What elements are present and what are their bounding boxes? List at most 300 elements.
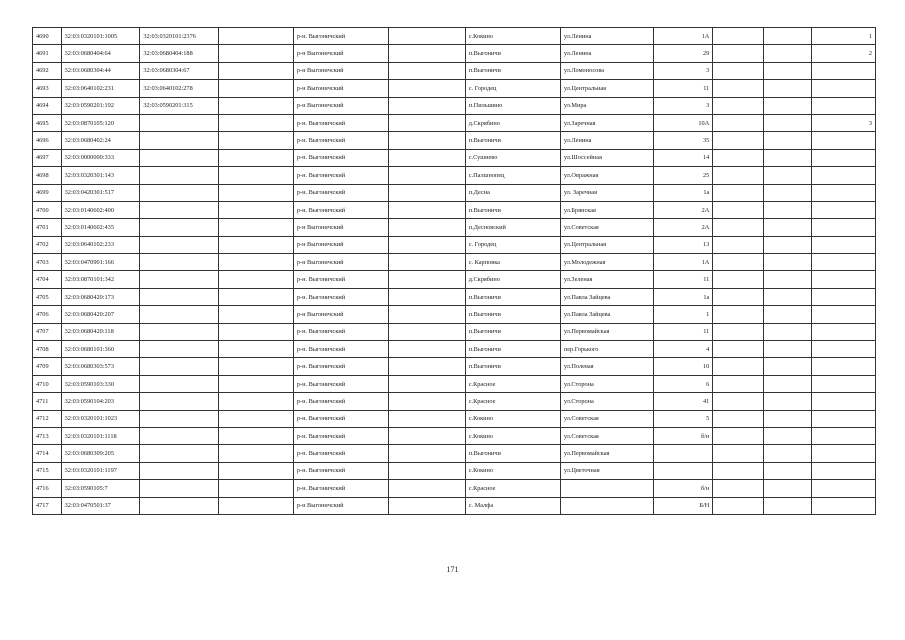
empty-cell	[388, 28, 465, 45]
row-number: 4713	[33, 427, 62, 444]
empty-cell	[219, 167, 294, 184]
table-row	[33, 80, 876, 97]
cadastral-number: 32:03:0320101:1197	[61, 462, 140, 479]
street: ул.Сторона	[560, 393, 653, 410]
empty-cell	[219, 45, 294, 62]
empty-cell	[764, 254, 812, 271]
house-number: 25	[653, 167, 712, 184]
cadastral-number-building: 32:03:0640102:278	[140, 80, 219, 97]
district: р-н Выгоничский	[293, 254, 388, 271]
empty-cell	[713, 62, 764, 79]
street: ул.Зеленая	[560, 271, 653, 288]
note-number	[812, 132, 876, 149]
cadastral-number: 32:03:0420301:517	[61, 184, 140, 201]
row-number: 4717	[33, 497, 62, 514]
empty-cell	[219, 236, 294, 253]
empty-cell	[388, 497, 465, 514]
empty-cell	[764, 375, 812, 392]
row-number: 4705	[33, 288, 62, 305]
registry-table	[32, 27, 876, 515]
street: ул.Центральная	[560, 80, 653, 97]
table-row	[33, 427, 876, 444]
empty-cell	[713, 393, 764, 410]
empty-cell	[713, 28, 764, 45]
house-number: 11	[653, 323, 712, 340]
row-number: 4694	[33, 97, 62, 114]
empty-cell	[713, 462, 764, 479]
settlement: с.Кокино	[465, 427, 560, 444]
row-number: 4697	[33, 149, 62, 166]
page-number: 171	[446, 565, 459, 574]
note-number: 1	[812, 28, 876, 45]
empty-cell	[219, 114, 294, 131]
house-number: 6	[653, 375, 712, 392]
row-number: 4712	[33, 410, 62, 427]
district: р-н. Выгоничский	[293, 114, 388, 131]
note-number	[812, 497, 876, 514]
empty-cell	[219, 62, 294, 79]
district: р-н. Выгоничский	[293, 445, 388, 462]
empty-cell	[219, 149, 294, 166]
empty-cell	[219, 358, 294, 375]
street: ул. Заречная	[560, 184, 653, 201]
table-row	[33, 410, 876, 427]
street: ул.Ленина	[560, 45, 653, 62]
street: ул.Первомайская	[560, 323, 653, 340]
note-number	[812, 358, 876, 375]
cadastral-number: 32:03:0470501:37	[61, 497, 140, 514]
note-number	[812, 201, 876, 218]
house-number: б/н	[653, 427, 712, 444]
row-number: 4693	[33, 80, 62, 97]
empty-cell	[388, 236, 465, 253]
empty-cell	[388, 132, 465, 149]
empty-cell	[219, 480, 294, 497]
settlement: п.Десновский	[465, 219, 560, 236]
street: ул.Цветочная	[560, 462, 653, 479]
cadastral-number: 32:03:0680420:118	[61, 323, 140, 340]
empty-cell	[764, 306, 812, 323]
row-number: 4709	[33, 358, 62, 375]
empty-cell	[219, 306, 294, 323]
cadastral-number: 32:03:0680420:173	[61, 288, 140, 305]
empty-cell	[219, 80, 294, 97]
empty-cell	[388, 80, 465, 97]
table-row	[33, 45, 876, 62]
settlement: с.Кокино	[465, 410, 560, 427]
district: р-н. Выгоничский	[293, 167, 388, 184]
district: р-н Выгоничский	[293, 45, 388, 62]
street: пер.Горького	[560, 341, 653, 358]
empty-cell	[713, 427, 764, 444]
empty-cell	[764, 323, 812, 340]
settlement: п.Выгоничи	[465, 288, 560, 305]
district: р-н. Выгоничский	[293, 323, 388, 340]
table-row	[33, 358, 876, 375]
empty-cell	[219, 97, 294, 114]
street: ул.Молодежная	[560, 254, 653, 271]
note-number	[812, 80, 876, 97]
cadastral-number-building: 32:03:0680304:67	[140, 62, 219, 79]
cadastral-number: 32:03:0680420:207	[61, 306, 140, 323]
empty-cell	[764, 167, 812, 184]
table-row	[33, 114, 876, 131]
row-number: 4707	[33, 323, 62, 340]
cadastral-number: 32:03:0640102:231	[61, 80, 140, 97]
cadastral-number: 32:03:0640102:233	[61, 236, 140, 253]
empty-cell	[713, 114, 764, 131]
cadastral-number-building	[140, 393, 219, 410]
empty-cell	[219, 410, 294, 427]
street: ул.Ленина	[560, 132, 653, 149]
house-number: 1а	[653, 288, 712, 305]
district: р-н. Выгоничский	[293, 28, 388, 45]
empty-cell	[764, 480, 812, 497]
cadastral-number-building	[140, 358, 219, 375]
table-row	[33, 132, 876, 149]
settlement: п.Десна	[465, 184, 560, 201]
house-number: 10А	[653, 114, 712, 131]
empty-cell	[713, 167, 764, 184]
cadastral-number: 32:03:0140602:400	[61, 201, 140, 218]
table-row	[33, 219, 876, 236]
house-number: 2А	[653, 219, 712, 236]
district: р-н. Выгоничский	[293, 341, 388, 358]
settlement: п.Выгоничи	[465, 62, 560, 79]
empty-cell	[764, 28, 812, 45]
street: ул.Павла Зайцева	[560, 288, 653, 305]
empty-cell	[764, 497, 812, 514]
street: ул.Брянская	[560, 201, 653, 218]
note-number	[812, 462, 876, 479]
house-number: 1а	[653, 184, 712, 201]
settlement: п.Выгоничи	[465, 45, 560, 62]
empty-cell	[388, 393, 465, 410]
cadastral-number-building	[140, 254, 219, 271]
row-number: 4692	[33, 62, 62, 79]
table-row	[33, 236, 876, 253]
cadastral-number-building: 32:03:0320101:2376	[140, 28, 219, 45]
table-row	[33, 462, 876, 479]
cadastral-number: 32:03:0140602:435	[61, 219, 140, 236]
cadastral-number-building	[140, 219, 219, 236]
empty-cell	[388, 410, 465, 427]
house-number: 13	[653, 236, 712, 253]
settlement: с.Красное	[465, 375, 560, 392]
empty-cell	[388, 358, 465, 375]
house-number	[653, 462, 712, 479]
street: ул.Советская	[560, 410, 653, 427]
empty-cell	[764, 184, 812, 201]
empty-cell	[219, 288, 294, 305]
house-number: 3	[653, 97, 712, 114]
note-number	[812, 184, 876, 201]
house-number: 1А	[653, 254, 712, 271]
empty-cell	[764, 219, 812, 236]
empty-cell	[713, 375, 764, 392]
street: ул.Овражная	[560, 167, 653, 184]
row-number: 4702	[33, 236, 62, 253]
street: ул.Мира	[560, 97, 653, 114]
row-number: 4700	[33, 201, 62, 218]
row-number: 4691	[33, 45, 62, 62]
cadastral-number-building	[140, 462, 219, 479]
cadastral-number: 32:03:0000000:333	[61, 149, 140, 166]
empty-cell	[219, 132, 294, 149]
empty-cell	[713, 97, 764, 114]
house-number: 4	[653, 341, 712, 358]
settlement: п.Выгоничи	[465, 323, 560, 340]
row-number: 4710	[33, 375, 62, 392]
house-number: 1А	[653, 28, 712, 45]
empty-cell	[764, 45, 812, 62]
empty-cell	[713, 80, 764, 97]
table-row	[33, 271, 876, 288]
note-number	[812, 254, 876, 271]
settlement: п.Выгоничи	[465, 445, 560, 462]
cadastral-number-building	[140, 497, 219, 514]
district: р-н. Выгоничский	[293, 132, 388, 149]
settlement: д.Скрябино	[465, 114, 560, 131]
empty-cell	[764, 80, 812, 97]
cadastral-number-building	[140, 445, 219, 462]
cadastral-number-building	[140, 323, 219, 340]
house-number: 3	[653, 62, 712, 79]
note-number	[812, 341, 876, 358]
row-number: 4701	[33, 219, 62, 236]
note-number: 2	[812, 45, 876, 62]
empty-cell	[713, 306, 764, 323]
empty-cell	[219, 201, 294, 218]
empty-cell	[764, 427, 812, 444]
empty-cell	[388, 219, 465, 236]
empty-cell	[713, 323, 764, 340]
empty-cell	[219, 271, 294, 288]
district: р-н. Выгоничский	[293, 393, 388, 410]
empty-cell	[219, 375, 294, 392]
house-number: 41	[653, 393, 712, 410]
street: ул.Полевая	[560, 358, 653, 375]
table-row	[33, 341, 876, 358]
street: ул.Павла Зайцева	[560, 306, 653, 323]
empty-cell	[388, 445, 465, 462]
table-row	[33, 480, 876, 497]
settlement: с.Сушнево	[465, 149, 560, 166]
settlement: п.Выгоничи	[465, 132, 560, 149]
table-row	[33, 149, 876, 166]
empty-cell	[388, 480, 465, 497]
district: р-н Выгоничский	[293, 219, 388, 236]
cadastral-number-building: 32:03:0590201:315	[140, 97, 219, 114]
cadastral-number: 32:03:0590104:203	[61, 393, 140, 410]
note-number	[812, 445, 876, 462]
empty-cell	[713, 445, 764, 462]
house-number: 29	[653, 45, 712, 62]
empty-cell	[388, 306, 465, 323]
empty-cell	[219, 462, 294, 479]
district: р-н Выгоничский	[293, 80, 388, 97]
cadastral-number-building	[140, 201, 219, 218]
empty-cell	[388, 201, 465, 218]
district: р-н Выгоничский	[293, 97, 388, 114]
cadastral-number: 32:03:0590201:192	[61, 97, 140, 114]
cadastral-number: 32:03:0680101:360	[61, 341, 140, 358]
street: ул.Центральная	[560, 236, 653, 253]
settlement: с. Малфа	[465, 497, 560, 514]
district: р-н. Выгоничский	[293, 427, 388, 444]
street	[560, 480, 653, 497]
district: р-н. Выгоничский	[293, 358, 388, 375]
house-number: 1	[653, 306, 712, 323]
empty-cell	[219, 445, 294, 462]
note-number	[812, 149, 876, 166]
cadastral-number: 32:03:0590105:7	[61, 480, 140, 497]
house-number: 10	[653, 358, 712, 375]
note-number	[812, 480, 876, 497]
street: ул.Советская	[560, 219, 653, 236]
table-row	[33, 62, 876, 79]
empty-cell	[219, 427, 294, 444]
cadastral-number: 32:03:0680304:44	[61, 62, 140, 79]
note-number: 3	[812, 114, 876, 131]
table-row	[33, 445, 876, 462]
row-number: 4711	[33, 393, 62, 410]
row-number: 4714	[33, 445, 62, 462]
empty-cell	[388, 427, 465, 444]
note-number	[812, 306, 876, 323]
settlement: с. Городец	[465, 80, 560, 97]
empty-cell	[764, 62, 812, 79]
district: р-н. Выгоничский	[293, 462, 388, 479]
table-row	[33, 254, 876, 271]
settlement: п.Выгоничи	[465, 358, 560, 375]
cadastral-number-building	[140, 167, 219, 184]
settlement: с. Городец	[465, 236, 560, 253]
row-number: 4695	[33, 114, 62, 131]
note-number	[812, 375, 876, 392]
note-number	[812, 62, 876, 79]
empty-cell	[764, 271, 812, 288]
empty-cell	[388, 462, 465, 479]
empty-cell	[713, 132, 764, 149]
note-number	[812, 410, 876, 427]
settlement: с.Кокино	[465, 28, 560, 45]
house-number: 35	[653, 132, 712, 149]
cadastral-number: 32:03:0470901:166	[61, 254, 140, 271]
note-number	[812, 427, 876, 444]
street: ул.Шоссейная	[560, 149, 653, 166]
cadastral-number-building	[140, 236, 219, 253]
district: р-н. Выгоничский	[293, 480, 388, 497]
empty-cell	[764, 149, 812, 166]
row-number: 4703	[33, 254, 62, 271]
empty-cell	[219, 341, 294, 358]
district: р-н. Выгоничский	[293, 149, 388, 166]
house-number: Б/Н	[653, 497, 712, 514]
table-row	[33, 288, 876, 305]
empty-cell	[388, 149, 465, 166]
empty-cell	[388, 97, 465, 114]
table-row	[33, 306, 876, 323]
cadastral-number: 32:03:0680303:573	[61, 358, 140, 375]
empty-cell	[764, 393, 812, 410]
district: р-н. Выгоничский	[293, 201, 388, 218]
empty-cell	[388, 323, 465, 340]
house-number	[653, 445, 712, 462]
street: ул.Ленина	[560, 28, 653, 45]
street: ул.Сторона	[560, 375, 653, 392]
district: р-н Выгоничский	[293, 62, 388, 79]
cadastral-number-building	[140, 184, 219, 201]
empty-cell	[764, 132, 812, 149]
empty-cell	[764, 445, 812, 462]
empty-cell	[388, 45, 465, 62]
table-row	[33, 167, 876, 184]
settlement: п.Пильшино	[465, 97, 560, 114]
settlement: п.Выгоничи	[465, 341, 560, 358]
cadastral-number: 32:03:0870105:120	[61, 114, 140, 131]
empty-cell	[764, 358, 812, 375]
row-number: 4690	[33, 28, 62, 45]
empty-cell	[219, 28, 294, 45]
empty-cell	[219, 323, 294, 340]
note-number	[812, 97, 876, 114]
note-number	[812, 288, 876, 305]
empty-cell	[713, 341, 764, 358]
empty-cell	[219, 184, 294, 201]
cadastral-number: 32:03:0680404:64	[61, 45, 140, 62]
house-number: 14	[653, 149, 712, 166]
cadastral-number-building	[140, 114, 219, 131]
note-number	[812, 393, 876, 410]
note-number	[812, 323, 876, 340]
empty-cell	[388, 62, 465, 79]
empty-cell	[388, 114, 465, 131]
empty-cell	[388, 167, 465, 184]
empty-cell	[764, 97, 812, 114]
empty-cell	[388, 375, 465, 392]
row-number: 4698	[33, 167, 62, 184]
settlement: с.Красное	[465, 393, 560, 410]
table-row	[33, 184, 876, 201]
empty-cell	[713, 45, 764, 62]
cadastral-number: 32:03:0680402:24	[61, 132, 140, 149]
note-number	[812, 167, 876, 184]
house-number: 11	[653, 80, 712, 97]
note-number	[812, 236, 876, 253]
empty-cell	[764, 288, 812, 305]
empty-cell	[764, 341, 812, 358]
cadastral-number-building	[140, 306, 219, 323]
empty-cell	[713, 480, 764, 497]
table-row	[33, 97, 876, 114]
cadastral-number-building	[140, 288, 219, 305]
note-number	[812, 271, 876, 288]
empty-cell	[219, 219, 294, 236]
empty-cell	[388, 341, 465, 358]
district: р-н. Выгоничский	[293, 271, 388, 288]
settlement: п.Выгоничи	[465, 306, 560, 323]
house-number: 2А	[653, 201, 712, 218]
settlement: с. Карповка	[465, 254, 560, 271]
empty-cell	[713, 271, 764, 288]
empty-cell	[388, 288, 465, 305]
cadastral-number-building	[140, 410, 219, 427]
table-row	[33, 497, 876, 514]
cadastral-number: 32:03:0320101:1005	[61, 28, 140, 45]
settlement: с.Кокино	[465, 462, 560, 479]
cadastral-number: 32:03:0870101:342	[61, 271, 140, 288]
